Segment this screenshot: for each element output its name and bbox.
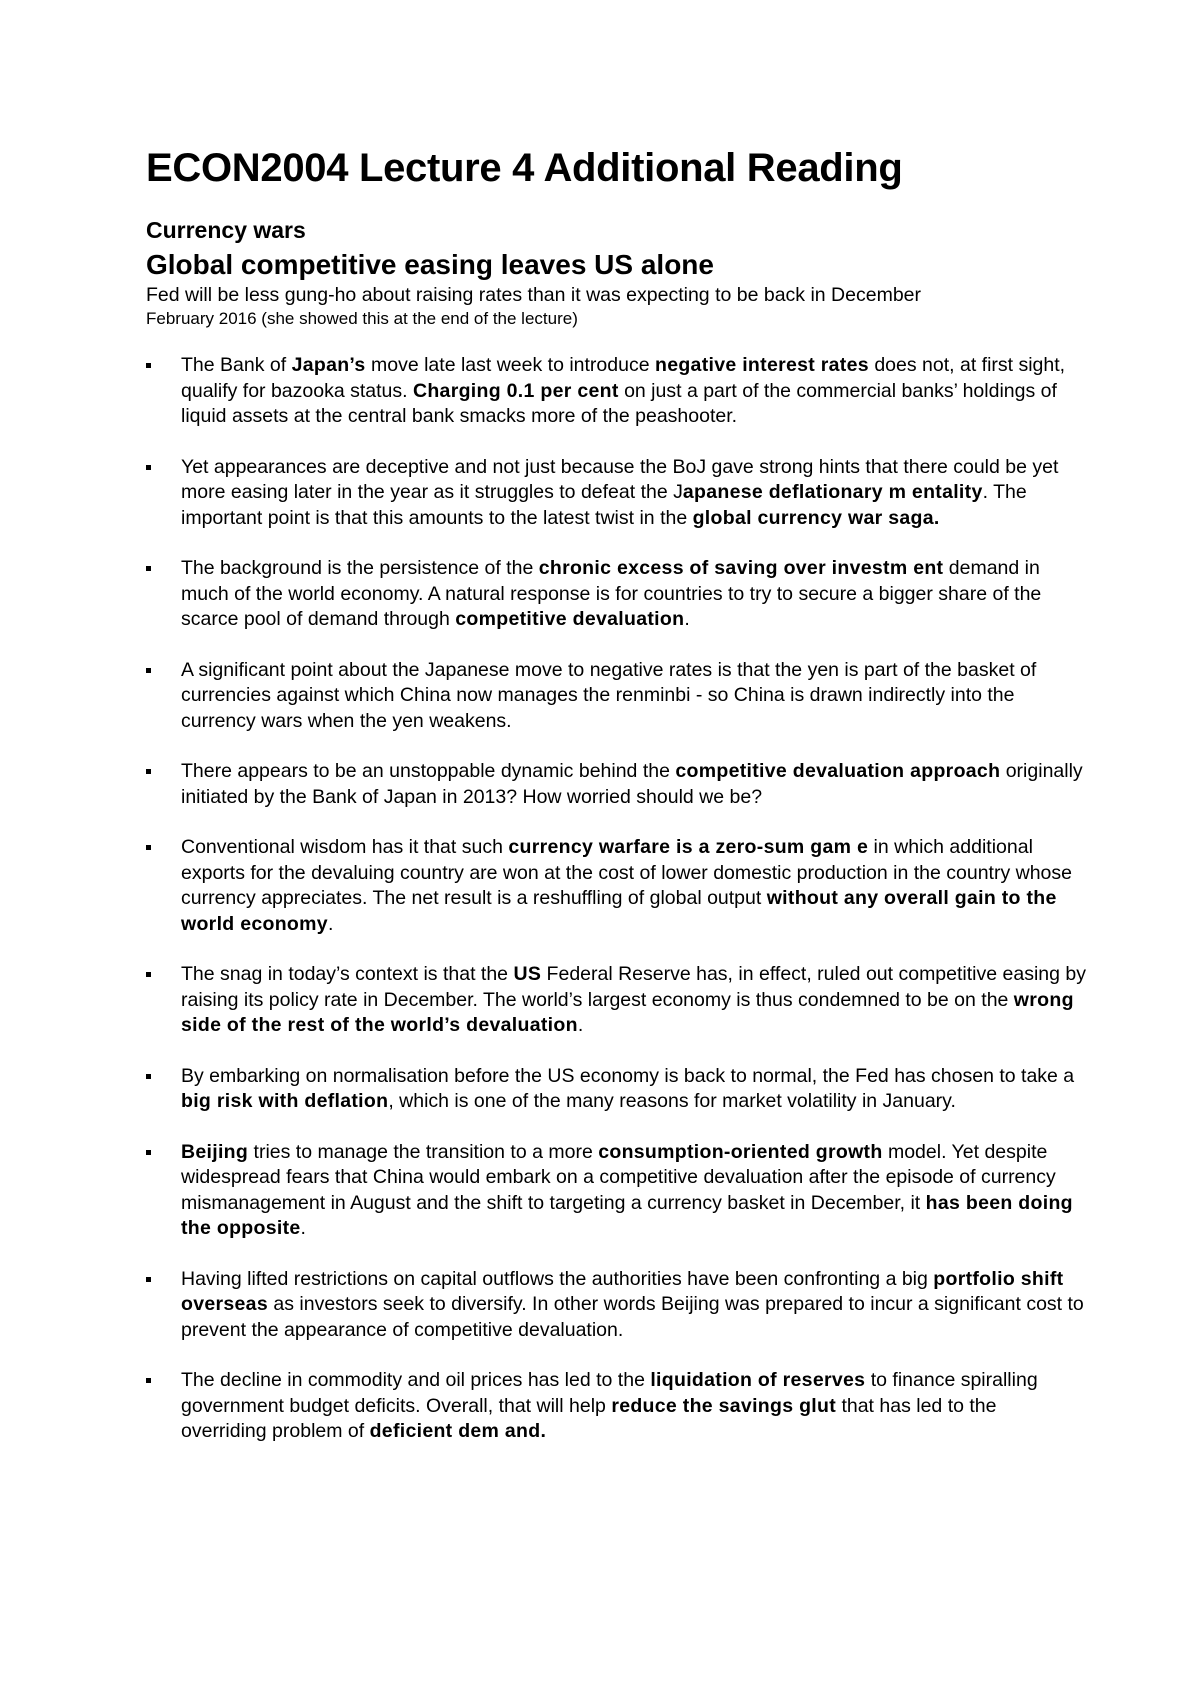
text-run: that has led to the overriding problem of (181, 1394, 997, 1442)
text-run: There appears to be an unstoppable dynamic behind the (181, 760, 676, 782)
text-run: demand in much of the world economy. A natural response is for countries to try to secure a bigger share of the scarce pool of demand through (181, 557, 1042, 630)
bullet-item (146, 455, 1086, 532)
square-bullet-icon (146, 1074, 151, 1079)
bold-phrase: wrong side of the rest of the world’s devaluation (181, 988, 1074, 1036)
text-run: The background is the persistence of the (181, 557, 539, 579)
text-run: originally initiated by the Bank of Japan in 2013? How worried should we be? (181, 760, 1083, 808)
text-run: as investors seek to diversify. In other words Beijing was prepared to incur a significant cost to prevent the appearance of competitive devaluation. (181, 1293, 1084, 1341)
bullet-list (146, 353, 1086, 1470)
text-run: , which is one of the many reasons for market volatility in January. (388, 1090, 956, 1112)
bold-phrase: without any overall gain to the world economy (181, 887, 1057, 935)
bold-phrase: big risk with deflation (181, 1090, 389, 1112)
text-run: By embarking on normalisation before the US economy is back to normal, the Fed has chosen to take a (181, 1064, 1075, 1087)
bullet-item (146, 658, 1086, 735)
article-standfirst: Fed will be less gung-ho about raising rates than it was expecting to be back in December (146, 284, 922, 306)
bold-phrase: deficient dem and. (369, 1420, 547, 1442)
text-run: The Bank of (181, 354, 292, 376)
square-bullet-icon (146, 769, 151, 774)
square-bullet-icon (146, 1277, 151, 1282)
text-run: . The important point is that this amounts to the latest twist in the (181, 481, 1027, 529)
section-label: Currency wars (146, 217, 306, 243)
bold-phrase: liquidation of reserves (650, 1369, 866, 1391)
bullet-item (146, 556, 1086, 633)
bullet-item (146, 1267, 1086, 1344)
text-run: . (327, 912, 334, 935)
text-run: The decline in commodity and oil prices has led to the (181, 1369, 651, 1391)
bold-phrase: US (513, 963, 542, 985)
square-bullet-icon (146, 1150, 151, 1155)
square-bullet-icon (146, 1378, 151, 1383)
square-bullet-icon (146, 668, 151, 673)
article-dateline: February 2016 (she showed this at the end of the lecture) (146, 309, 578, 328)
bold-phrase: Beijing (181, 1140, 249, 1163)
bold-phrase: negative interest rates (654, 354, 869, 376)
text-run: Having lifted restrictions on capital outflows the authorities have been confronting a big (181, 1267, 934, 1290)
text-run: . (577, 1014, 584, 1036)
bold-phrase: Japan’s (291, 354, 366, 376)
bold-phrase: global currency war saga. (692, 506, 940, 529)
bold-phrase: Charging 0.1 per cent (412, 379, 619, 402)
square-bullet-icon (146, 363, 151, 368)
bullet-item (146, 1368, 1086, 1445)
text-run: . (684, 608, 690, 630)
text-run: The snag in today’s context is that the (181, 963, 514, 985)
text-run: model. Yet despite widespread fears that China would embark on a competitive devaluation after the episode of currency mismanagement in August and the shift to targeting a currency basket in December, it (181, 1140, 1056, 1214)
bullet-item (146, 962, 1086, 1039)
square-bullet-icon (146, 465, 151, 470)
text-run: on just a part of the commercial banks’ holdings of liquid assets at the central bank smacks more of the peashooter. (181, 379, 1057, 427)
document-title: ECON2004 Lecture 4 Additional Reading (146, 146, 903, 190)
text-run: tries to manage the transition to a more (248, 1140, 599, 1163)
bold-phrase: portfolio shift overseas (181, 1267, 1064, 1315)
text-run: move late last week to introduce (365, 354, 655, 376)
bold-phrase: currency warfare is a zero-sum gam e (508, 836, 869, 858)
square-bullet-icon (146, 566, 151, 571)
square-bullet-icon (146, 972, 151, 977)
text-run: in which additional exports for the devaluing country are won at the cost of lower domestic production in the country whose currency appreciates. The net result is a reshuffling of global output (181, 836, 1072, 909)
bold-phrase: chronic excess of saving over investm ent (538, 557, 944, 579)
text-run: Federal Reserve has, in effect, ruled out competitive easing by raising its policy rate in December. The world’s largest economy is thus condemned to be on the (181, 963, 1086, 1011)
bullet-item (146, 759, 1086, 810)
text-run: does not, at first sight, qualify for bazooka status. (181, 354, 1066, 402)
bold-phrase: reduce the savings glut (611, 1394, 837, 1417)
bold-phrase: has been doing the opposite (181, 1191, 1073, 1239)
bold-phrase: apanese deflationary m entality (682, 481, 983, 503)
bullet-item (146, 353, 1086, 430)
article-headline: Global competitive easing leaves US alone (146, 249, 714, 280)
text-run: to finance spiralling government budget deficits. Overall, that will help (181, 1369, 1038, 1417)
bullet-item (146, 1064, 1086, 1115)
bullet-item (146, 835, 1086, 937)
square-bullet-icon (146, 845, 151, 850)
text-run: Conventional wisdom has it that such (181, 836, 509, 858)
bold-phrase: consumption-oriented growth (598, 1140, 883, 1163)
bullet-item (146, 1140, 1086, 1242)
text-run: A significant point about the Japanese move to negative rates is that the yen is part of the basket of currencies against which China now manages the renminbi - so China is drawn indirectly into the currency wars when the yen weakens. (181, 658, 1037, 732)
text-run: Yet appearances are deceptive and not just because the BoJ gave strong hints that there could be yet more easing later in the year as it struggles to defeat the J (181, 455, 1059, 503)
bold-phrase: competitive devaluation (455, 608, 685, 630)
bold-phrase: competitive devaluation approach (675, 760, 1001, 782)
text-run: . (300, 1217, 306, 1239)
